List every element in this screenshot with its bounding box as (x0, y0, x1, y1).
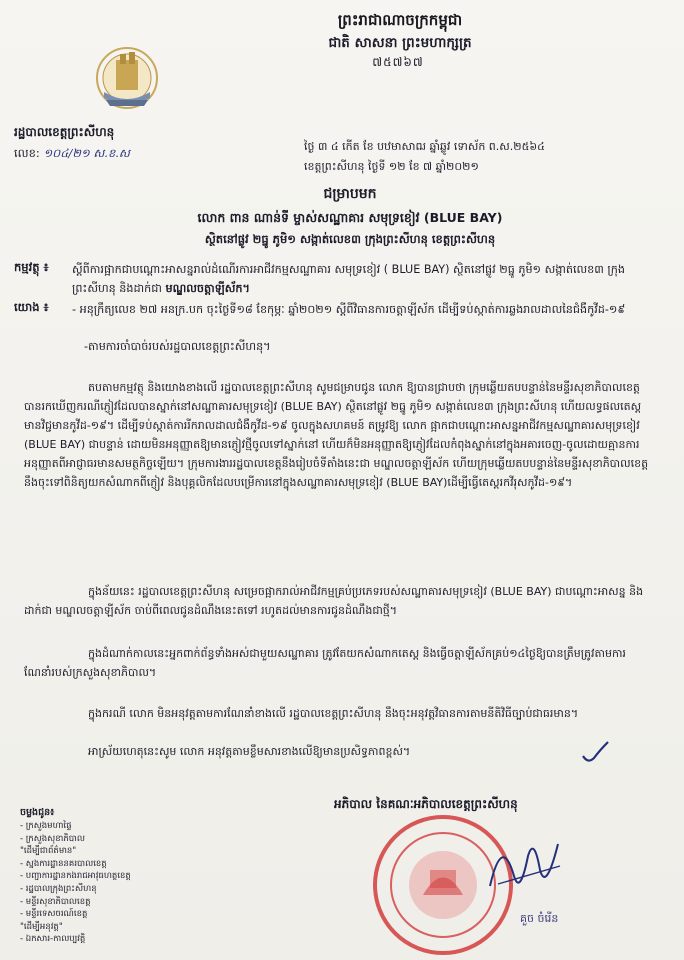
cc-item: "ដើម្បីអនុវត្ត" (20, 921, 63, 932)
issuing-authority: រដ្ឋបាលខេត្តព្រះសីហនុ (14, 125, 115, 139)
ref-value: ១០៤/២១ ស.ខ.ស (43, 146, 130, 160)
subject-label: កម្មវត្ថុ ៖ (14, 260, 49, 274)
cc-item: - បញ្ជាការដ្ឋានកងរាជអាវុធហត្ថខេត្ត (20, 871, 131, 882)
recipient: លោក ពាន ណាន់ទី ម្ចាស់សណ្ឋាគារ សមុទ្រខៀវ (BLUE BAY) (197, 210, 503, 225)
cc-item: - មន្ទីរសុខាភិបាលខេត្ត (20, 896, 91, 907)
cc-item: - ឯកសារ-កាលប្បវត្តិ (20, 934, 86, 945)
body-paragraph-3: ក្នុងដំណាក់កាលនេះអ្នកពាក់ព័ន្ធទាំងអស់ជាមួយសណ្ឋាគារ ត្រូវតែយកសំណាកតេស្ត និងធ្វើចត្តាឡីស័កគ្រប់១៤ថ្ងៃឱ្យបានត្រឹមត្រូវតាមការណែនាំរបស់ក្រសួងសុខាភិបាល។ (24, 647, 626, 679)
cc-list (20, 820, 170, 946)
body-paragraph-2: ក្នុងន័យនេះ រដ្ឋបាលខេត្តព្រះសីហនុ សម្រេចផ្អាករាល់អាជីវកម្មគ្រប់ប្រភេទរបស់សណ្ឋាគារសមុទ្រខៀវ (BLUE BAY) ជាបណ្ដោះអាសន្ន និងដាក់ជា មណ្ឌលចត្តាឡីស័ក ចាប់ពីពេលជូនដំណឹងនេះតទៅ រហូតដល់មានការជូនដំណឹងជាថ្មី។ (24, 585, 644, 617)
signer-name: គួច ចំរើន (520, 912, 559, 925)
reference-item-1: - អនុក្រឹត្យលេខ ២៧ អនក្រ.បក ចុះថ្ងៃទី១៨ ខែកុម្ភៈ ឆ្នាំ២០២១ ស្ដីពីវិធានការចត្តាឡីស័ក ដើម្បីទប់ស្កាត់ការឆ្លងរាលដាលនៃជំងឺកូវីដ-១៩ (72, 303, 626, 316)
cc-item: "ដើម្បីជាព័ត៌មាន" (20, 846, 77, 857)
ornament-flourish: ៧៥៧៦៧ (372, 55, 424, 69)
ref-label: លេខ: (14, 146, 40, 160)
cc-item: - ស្នងការដ្ឋាននគរបាលខេត្ត (20, 858, 107, 869)
kingdom-heading: ព្រះរាជាណាចក្រកម្ពុជា (337, 11, 463, 29)
cc-item: - ក្រសួងសុខាភិបាល (20, 833, 85, 844)
body-paragraph-5: អាស្រ័យហេតុនេះសូម លោក អនុវត្តតាមខ្លឹមសារខាងលើឱ្យមានប្រសិទ្ធភាពខ្ពស់។ (88, 745, 411, 758)
body-paragraph-1: តបតាមកម្មវត្ថុ និងយោងខាងលើ រដ្ឋបាលខេត្តព្រះសីហនុ សូមជម្រាបជូន លោក ឱ្យបានជ្រាបថា ក្រុមឆ្លើយតបបន្ទាន់នៃមន្ទីរសុខាភិបាលខេត្តបានរកឃើញករណីភ្ញៀវដែលបានស្នាក់នៅសណ្ឋាគារសមុទ្រខៀវ (BLUE BAY) ស្ថិតនៅផ្លូវ ២ធ្នូ ភូមិ១ សង្កាត់លេខ៣ ក្រុងព្រះសីហនុ ហើយលទ្ធផលតេស្តមានវិជ្ជមានកូវីដ-១៩។ ដើម្បីទប់ស្កាត់ការរីករាលដាលជំងឺកូវីដ-១៩ ចូលក្នុងសហគមន៍ តម្រូវឱ្យ លោក ផ្អាកជាបណ្ដោះអាសន្នអាជីវកម្មសណ្ឋាគារសមុទ្រខៀវ (BLUE BAY) ជាបន្ទាន់ ដោយមិនអនុញ្ញាតឱ្យមានភ្ញៀវថ្មីចូលទៅស្នាក់នៅ ហើយក៏មិនអនុញ្ញាតឱ្យភ្ញៀវដែលកំពុងស្នាក់នៅក្នុងអគារចេញ-ចូលដោយគ្មានការអនុញ្ញាតពីអាជ្ញាធរមានសមត្ថកិច្ចឡើយ។ ក្រុមការងាររដ្ឋបាលខេត្តនឹងរៀបចំទីតាំងនេះជា មណ្ឌលចត្តាឡីស័ក ហើយក្រុមឆ្លើយតបបន្ទាន់នៃមន្ទីរសុខាភិបាលខេត្ត នឹងចុះទៅពិនិត្យយកសំណាកពីភ្ញៀវ និងបុគ្គលិកដែលបម្រើការនៅក្នុងសណ្ឋាគារសមុទ្រខៀវ (BLUE BAY)ដើម្បីធ្វើតេស្តរកវីរុសកូវីដ-១៩។ (24, 381, 649, 489)
recipient-address: ស្ថិតនៅផ្លូវ ២ធ្នូ ភូមិ១ សង្កាត់លេខ៣ ក្រុងព្រះសីហនុ ខេត្តព្រះសីហនុ (204, 232, 496, 246)
handwritten-check-icon (580, 738, 612, 766)
reference-label: យោង ៖ (14, 300, 49, 314)
reference-item-2: -តាមការចាំបាច់របស់រដ្ឋបាលខេត្តព្រះសីហនុ។ (84, 340, 271, 353)
signature-icon (480, 826, 570, 906)
lunar-date: ថ្ងៃ ៣ ៤ កើត ខែ បឋមាសាឍ ឆ្នាំឆ្លូវ ទោស័ក ព.ស.២៥៦៤ (304, 140, 545, 153)
subject-text (72, 260, 642, 298)
cc-item: - ក្រសួងមហាផ្ទៃ (20, 821, 72, 831)
solar-date: ខេត្តព្រះសីហនុ ថ្ងៃទី ១២ ខែ ៧ ឆ្នាំ២០២១ (304, 160, 479, 173)
cc-item: - រដ្ឋបាលក្រុងព្រះសីហនុ (20, 883, 97, 894)
reference-number (14, 146, 130, 163)
body-paragraph-4: ក្នុងករណី លោក មិនអនុវត្តតាមការណែនាំខាងលើ រដ្ឋបាលខេត្តព្រះសីហនុ នឹងចុះអនុវត្តវិធានការតាមនីតិវិធីច្បាប់ជាធរមាន។ (88, 707, 579, 720)
salutation: ជម្រាបមក (323, 186, 377, 202)
cc-title: ចម្លងជូន៖ (20, 807, 55, 818)
cc-item: - មន្ទីរទេសចរណ៍ខេត្ត (20, 909, 88, 920)
signatory-title: អភិបាល នៃគណៈអភិបាលខេត្តព្រះសីហនុ (334, 797, 518, 811)
national-motto: ជាតិ សាសនា ព្រះមហាក្សត្រ (328, 35, 472, 51)
subject-highlight: មណ្ឌលចត្តាឡីស័ក។ (165, 282, 250, 295)
provincial-emblem-icon (92, 40, 162, 120)
subject-body: ស្ដីពីការផ្អាកជាបណ្ដោះអាសន្នរាល់ដំណើរការអាជីវកម្មសណ្ឋាគារ សមុទ្រខៀវ ( BLUE BAY) ស្ថិតនៅផ្លូវ ២ធ្នូ ភូមិ១ សង្កាត់លេខ៣ ក្រុងព្រះសីហនុ និងដាក់ជា (72, 263, 625, 295)
